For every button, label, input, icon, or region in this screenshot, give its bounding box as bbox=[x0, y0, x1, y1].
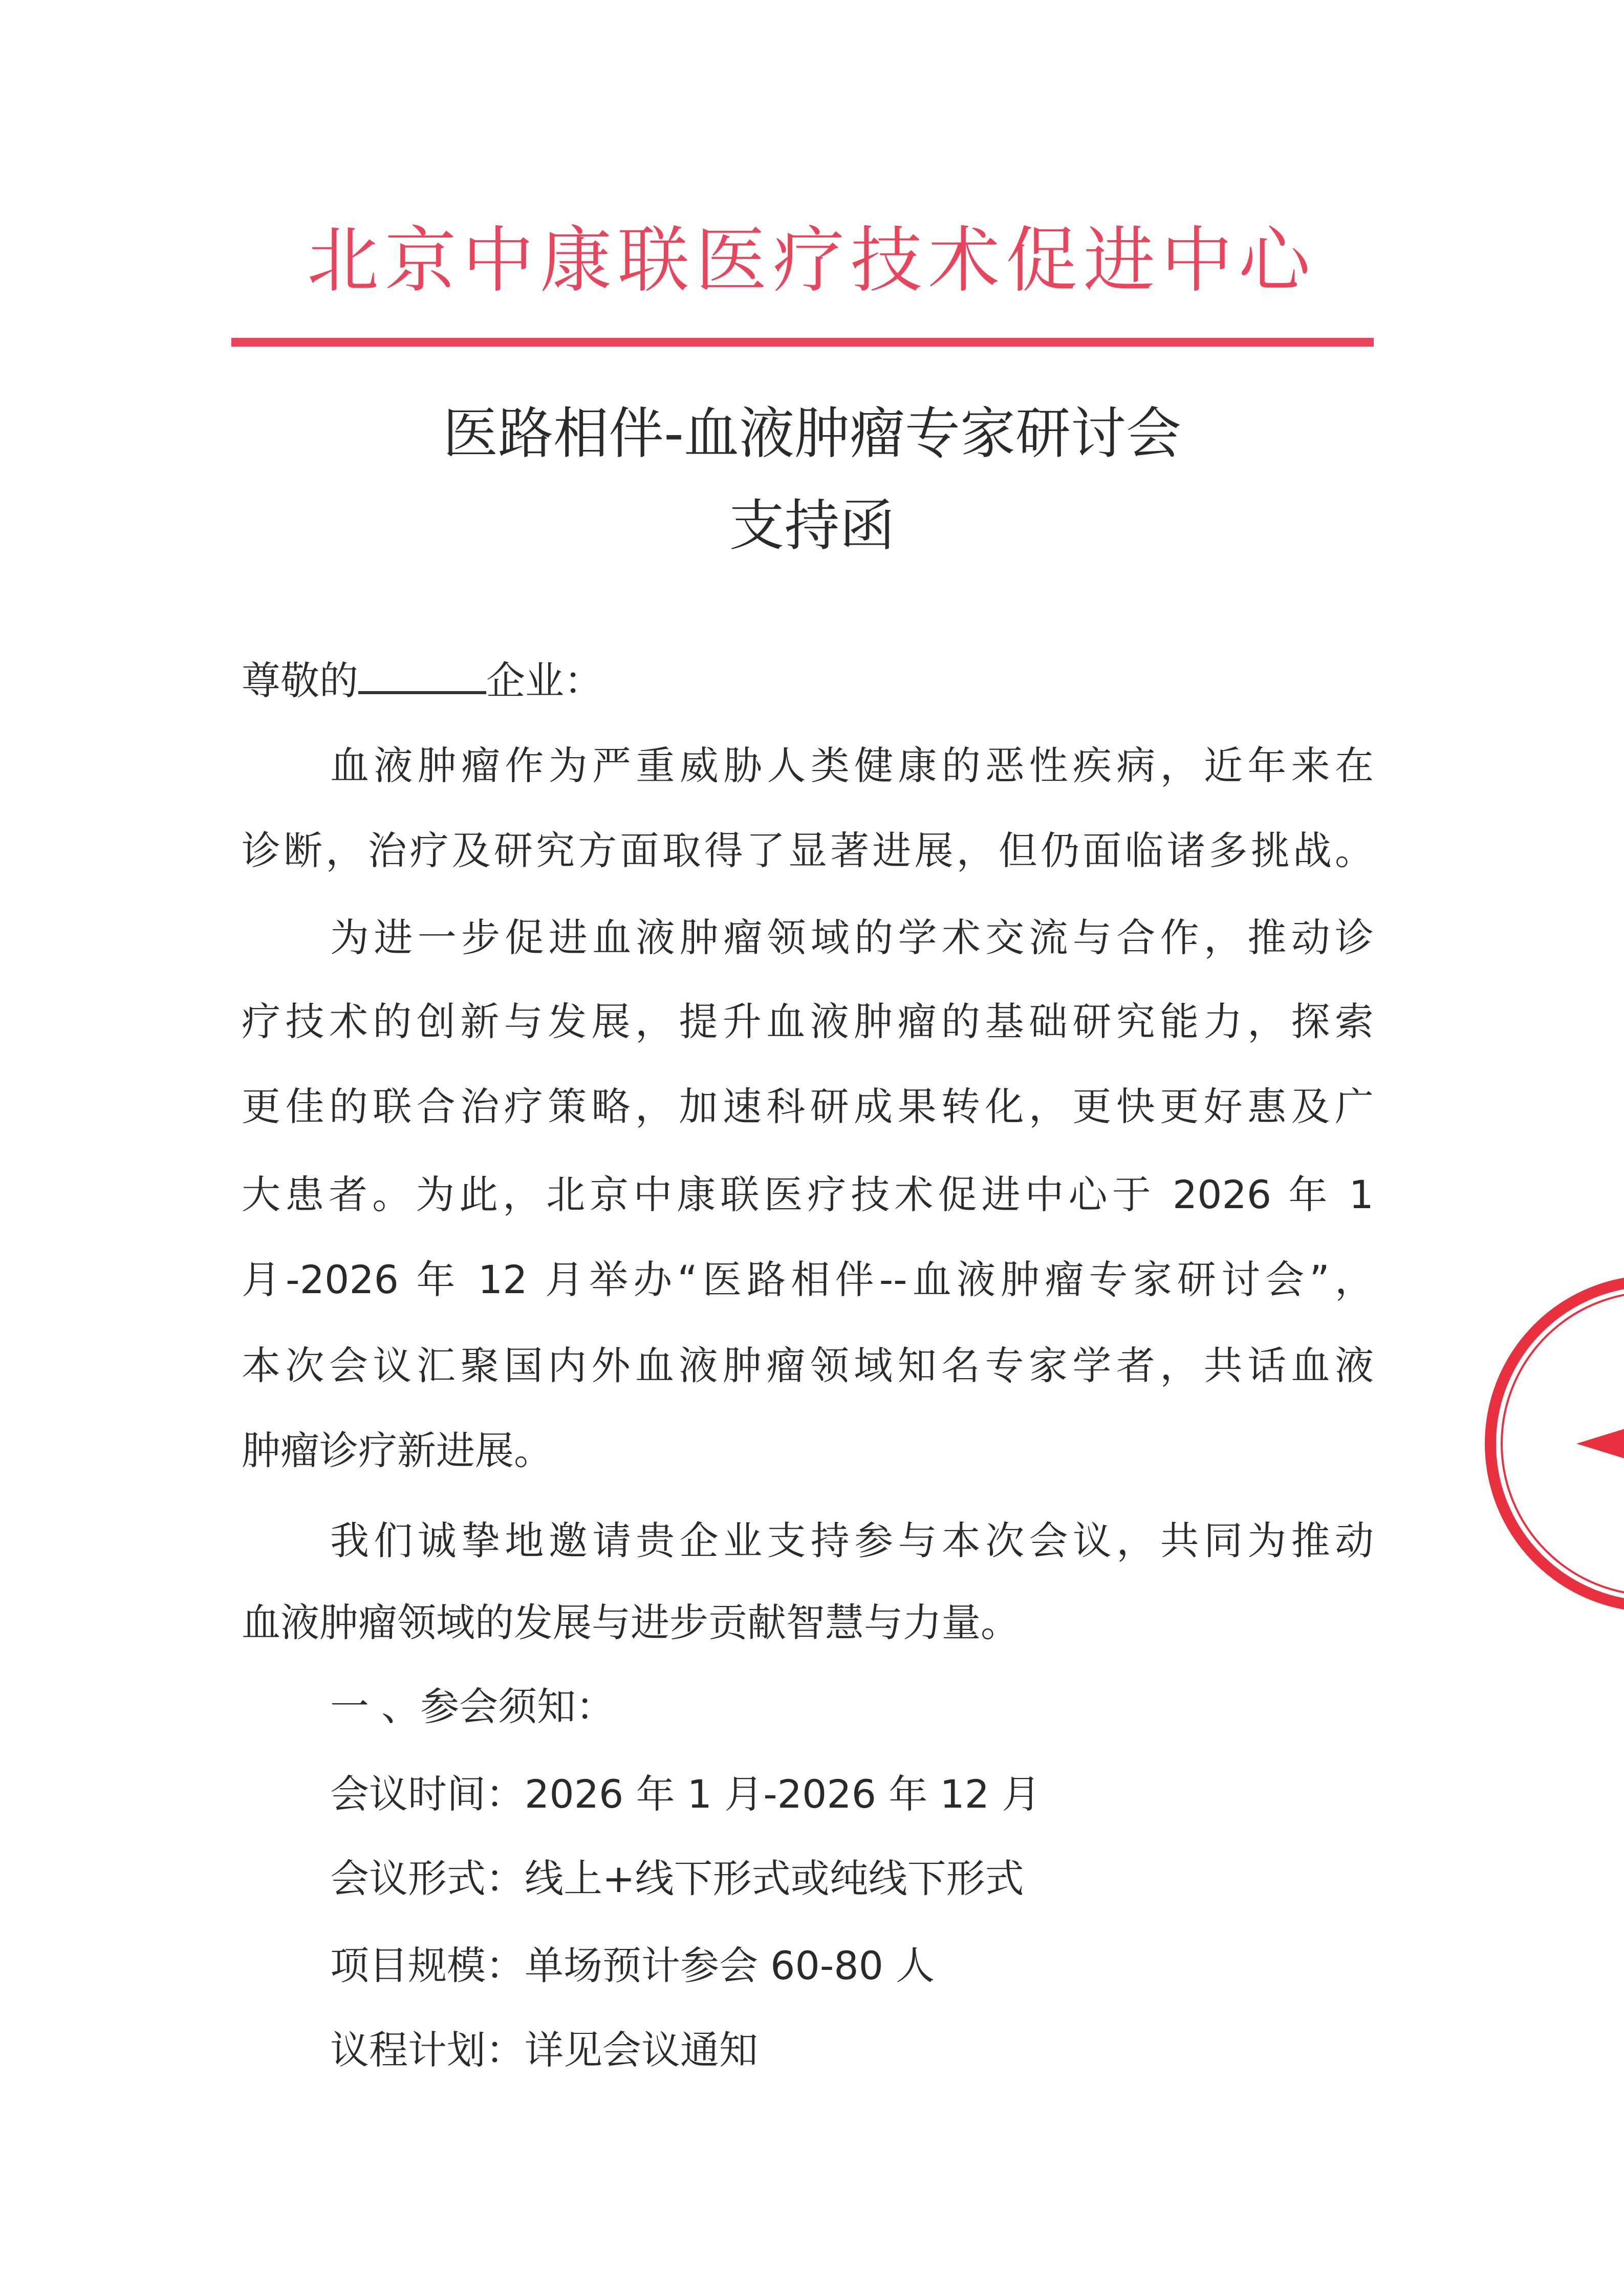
body-line: 诊断，治疗及研究方面取得了显著进展，但仍面临诸多挑战。 bbox=[242, 828, 1374, 873]
info-value: 线上+线下形式或纯线下形式 bbox=[525, 1856, 1024, 1901]
body-line: 疗技术的创新与发展，提升血液肿瘤的基础研究能力，探索 bbox=[242, 999, 1374, 1044]
greeting bbox=[242, 655, 1374, 706]
body-line: 肿瘤诊疗新进展。 bbox=[242, 1428, 553, 1473]
info-item-agenda bbox=[330, 2025, 1374, 2076]
body-line: 月-2026 年 12 月举办“医路相伴--血液肿瘤专家研讨会”， bbox=[242, 1257, 1374, 1302]
greeting-suffix: 企业： bbox=[486, 658, 603, 703]
letterhead-divider bbox=[231, 338, 1374, 347]
info-item-scale bbox=[330, 1940, 1374, 1991]
info-item-format bbox=[330, 1853, 1374, 1904]
company-name-blank bbox=[358, 660, 486, 694]
section-heading: 一 、参会须知： bbox=[330, 1684, 615, 1729]
body-line: 本次会议汇聚国内外血液肿瘤领域知名专家学者，共话血液 bbox=[242, 1343, 1374, 1388]
body-line: 更佳的联合治疗策略，加速科研成果转化，更快更好惠及广 bbox=[242, 1084, 1374, 1129]
info-value: 单场预计参会 60-80 人 bbox=[525, 1943, 935, 1988]
info-label: 会议形式： bbox=[330, 1856, 525, 1901]
info-label: 会议时间： bbox=[330, 1771, 525, 1817]
info-label: 项目规模： bbox=[330, 1943, 525, 1988]
info-value: 2026 年 1 月-2026 年 12 月 bbox=[525, 1771, 1041, 1817]
seal-star-icon bbox=[1576, 1423, 1624, 1464]
document-title: 医路相伴-血液肿瘤专家研讨会 bbox=[443, 402, 1181, 466]
official-seal bbox=[1474, 1270, 1624, 1628]
info-label: 议程计划： bbox=[330, 2027, 525, 2073]
organization-letterhead: 北京中康联医疗技术促进中心 bbox=[307, 219, 1310, 303]
document-subtitle: 支持函 bbox=[729, 494, 895, 558]
body-line: 血液肿瘤领域的发展与进步贡献智慧与力量。 bbox=[242, 1600, 1020, 1645]
info-value: 详见会议通知 bbox=[525, 2027, 758, 2073]
info-item-time bbox=[330, 1769, 1374, 1820]
body-line: 血液肿瘤作为严重威胁人类健康的恶性疾病，近年来在 bbox=[330, 743, 1374, 788]
body-line: 我们诚挚地邀请贵企业支持参与本次会议，共同为推动 bbox=[330, 1518, 1374, 1563]
body-line: 为进一步促进血液肿瘤领域的学术交流与合作，推动诊 bbox=[330, 915, 1374, 960]
greeting-prefix: 尊敬的 bbox=[242, 658, 358, 703]
body-line: 大患者。为此，北京中康联医疗技术促进中心于 2026 年 1 bbox=[242, 1172, 1374, 1217]
